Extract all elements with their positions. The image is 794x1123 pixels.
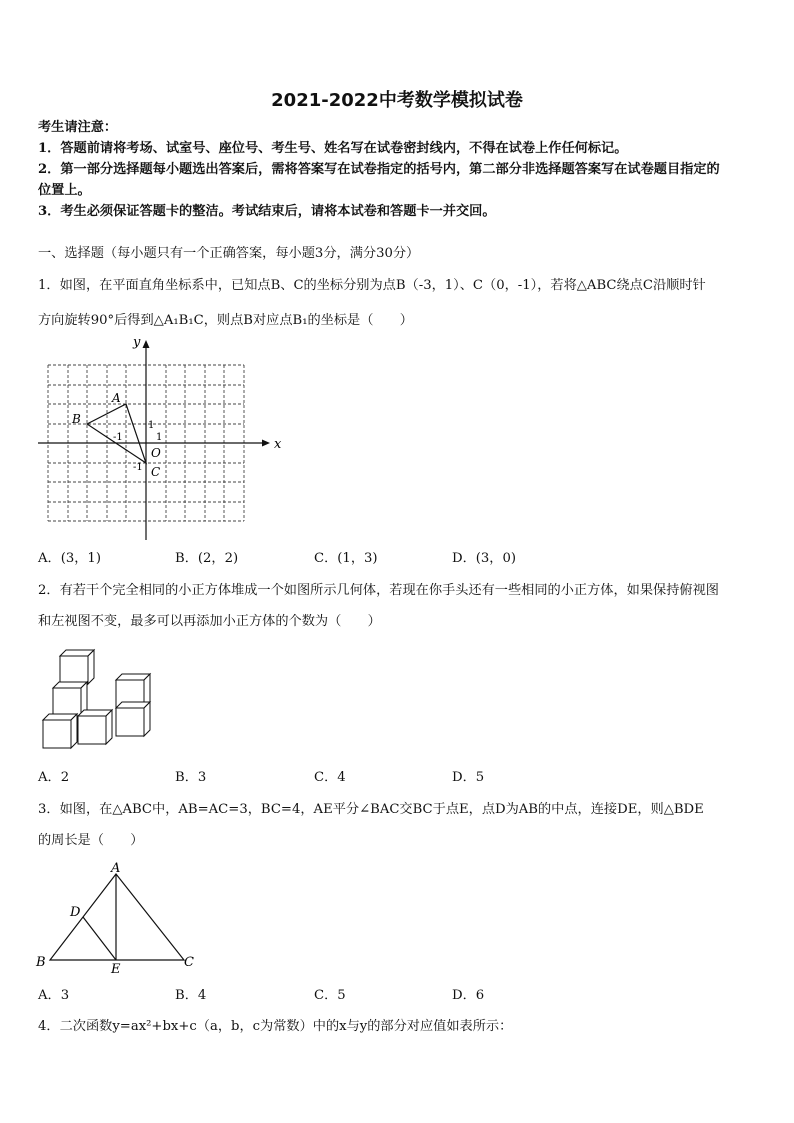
- question-3-text-cont: 的周长是（ ）: [38, 833, 144, 848]
- point-a-label: A: [111, 861, 121, 876]
- question-1-option-b[interactable]: B．(2，2): [175, 551, 239, 566]
- y-tick-neg1-label: -1: [133, 462, 143, 473]
- question-2-text: 2．有若干个完全相同的小正方体堆成一个如图所示几何体，若现在你手头还有一些相同的小正方体，如果保持俯视图: [38, 583, 719, 598]
- section-heading: 一、选择题（每小题只有一个正确答案，每小题3分，满分30分）: [38, 246, 420, 261]
- x-tick-neg1-label: -1: [113, 432, 123, 443]
- question-1-option-d[interactable]: D．(3，0): [452, 551, 517, 566]
- segment-de: [83, 917, 116, 960]
- notice-item-2-cont: 位置上。: [38, 183, 91, 198]
- point-e-label: E: [111, 962, 121, 977]
- question-3-option-c[interactable]: C．5: [314, 988, 346, 1003]
- question-4-text: 4．二次函数y=ax²+bx+c（a，b，c为常数）中的x与y的部分对应值如表所示：: [38, 1019, 513, 1034]
- question-1-option-a[interactable]: A．(3，1): [38, 551, 101, 566]
- x-axis-label: x: [274, 437, 282, 452]
- question-1-text-cont: 方向旋转90°后得到△A₁B₁C，则点B对应点B₁的坐标是（ ）: [38, 313, 413, 328]
- question-2-figure: [38, 642, 162, 758]
- question-2-text-cont: 和左视图不变，最多可以再添加小正方体的个数为（ ）: [38, 614, 381, 629]
- origin-label: O: [151, 446, 161, 460]
- x-axis-arrow: [262, 440, 270, 447]
- question-3-option-a[interactable]: A．3: [38, 988, 70, 1003]
- question-3-text: 3．如图，在△ABC中，AB=AC=3，BC=4，AE平分∠BAC交BC于点E，点D为AB的中点，连接DE，则△BDE: [38, 802, 704, 817]
- question-1-figure: [38, 336, 288, 542]
- y-axis-label: y: [133, 336, 141, 350]
- point-d-label: D: [70, 905, 81, 920]
- notice-item-3: 3．考生必须保证答题卡的整洁。考试结束后，请将本试卷和答题卡一并交回。: [38, 204, 496, 219]
- y-tick-1-label: 1: [148, 420, 155, 431]
- question-2-option-a[interactable]: A．2: [38, 770, 70, 785]
- notice-heading: 考生请注意：: [38, 120, 118, 135]
- question-2-option-c[interactable]: C．4: [314, 770, 346, 785]
- point-b-label: B: [72, 412, 81, 426]
- question-2-option-d[interactable]: D．5: [452, 770, 485, 785]
- question-3-option-d[interactable]: D．6: [452, 988, 485, 1003]
- notice-item-1: 1．答题前请将考场、试室号、座位号、考生号、姓名写在试卷密封线内，不得在试卷上作任何标记。: [38, 141, 628, 156]
- x-tick-1-label: 1: [156, 432, 163, 443]
- page-title: 2021-2022中考数学模拟试卷: [271, 90, 523, 111]
- y-axis-arrow: [143, 340, 150, 348]
- question-3-option-b[interactable]: B．4: [175, 988, 207, 1003]
- question-3-figure: [34, 856, 204, 980]
- point-b-label: B: [36, 955, 46, 970]
- question-2-option-b[interactable]: B．3: [175, 770, 207, 785]
- cube-stack: [43, 650, 150, 748]
- point-a-label: A: [112, 391, 121, 405]
- notice-item-2: 2．第一部分选择题每小题选出答案后，需将答案写在试卷指定的括号内，第二部分非选择题答案写在试卷题目指定的: [38, 162, 720, 177]
- point-c-label: C: [184, 955, 194, 970]
- point-c-label: C: [151, 465, 161, 479]
- question-1-option-c[interactable]: C．(1，3): [314, 551, 378, 566]
- question-1-text: 1．如图，在平面直角坐标系中，已知点B、C的坐标分别为点B（-3，1）、C（0，-1），若将△ABC绕点C沿顺时针: [38, 278, 706, 293]
